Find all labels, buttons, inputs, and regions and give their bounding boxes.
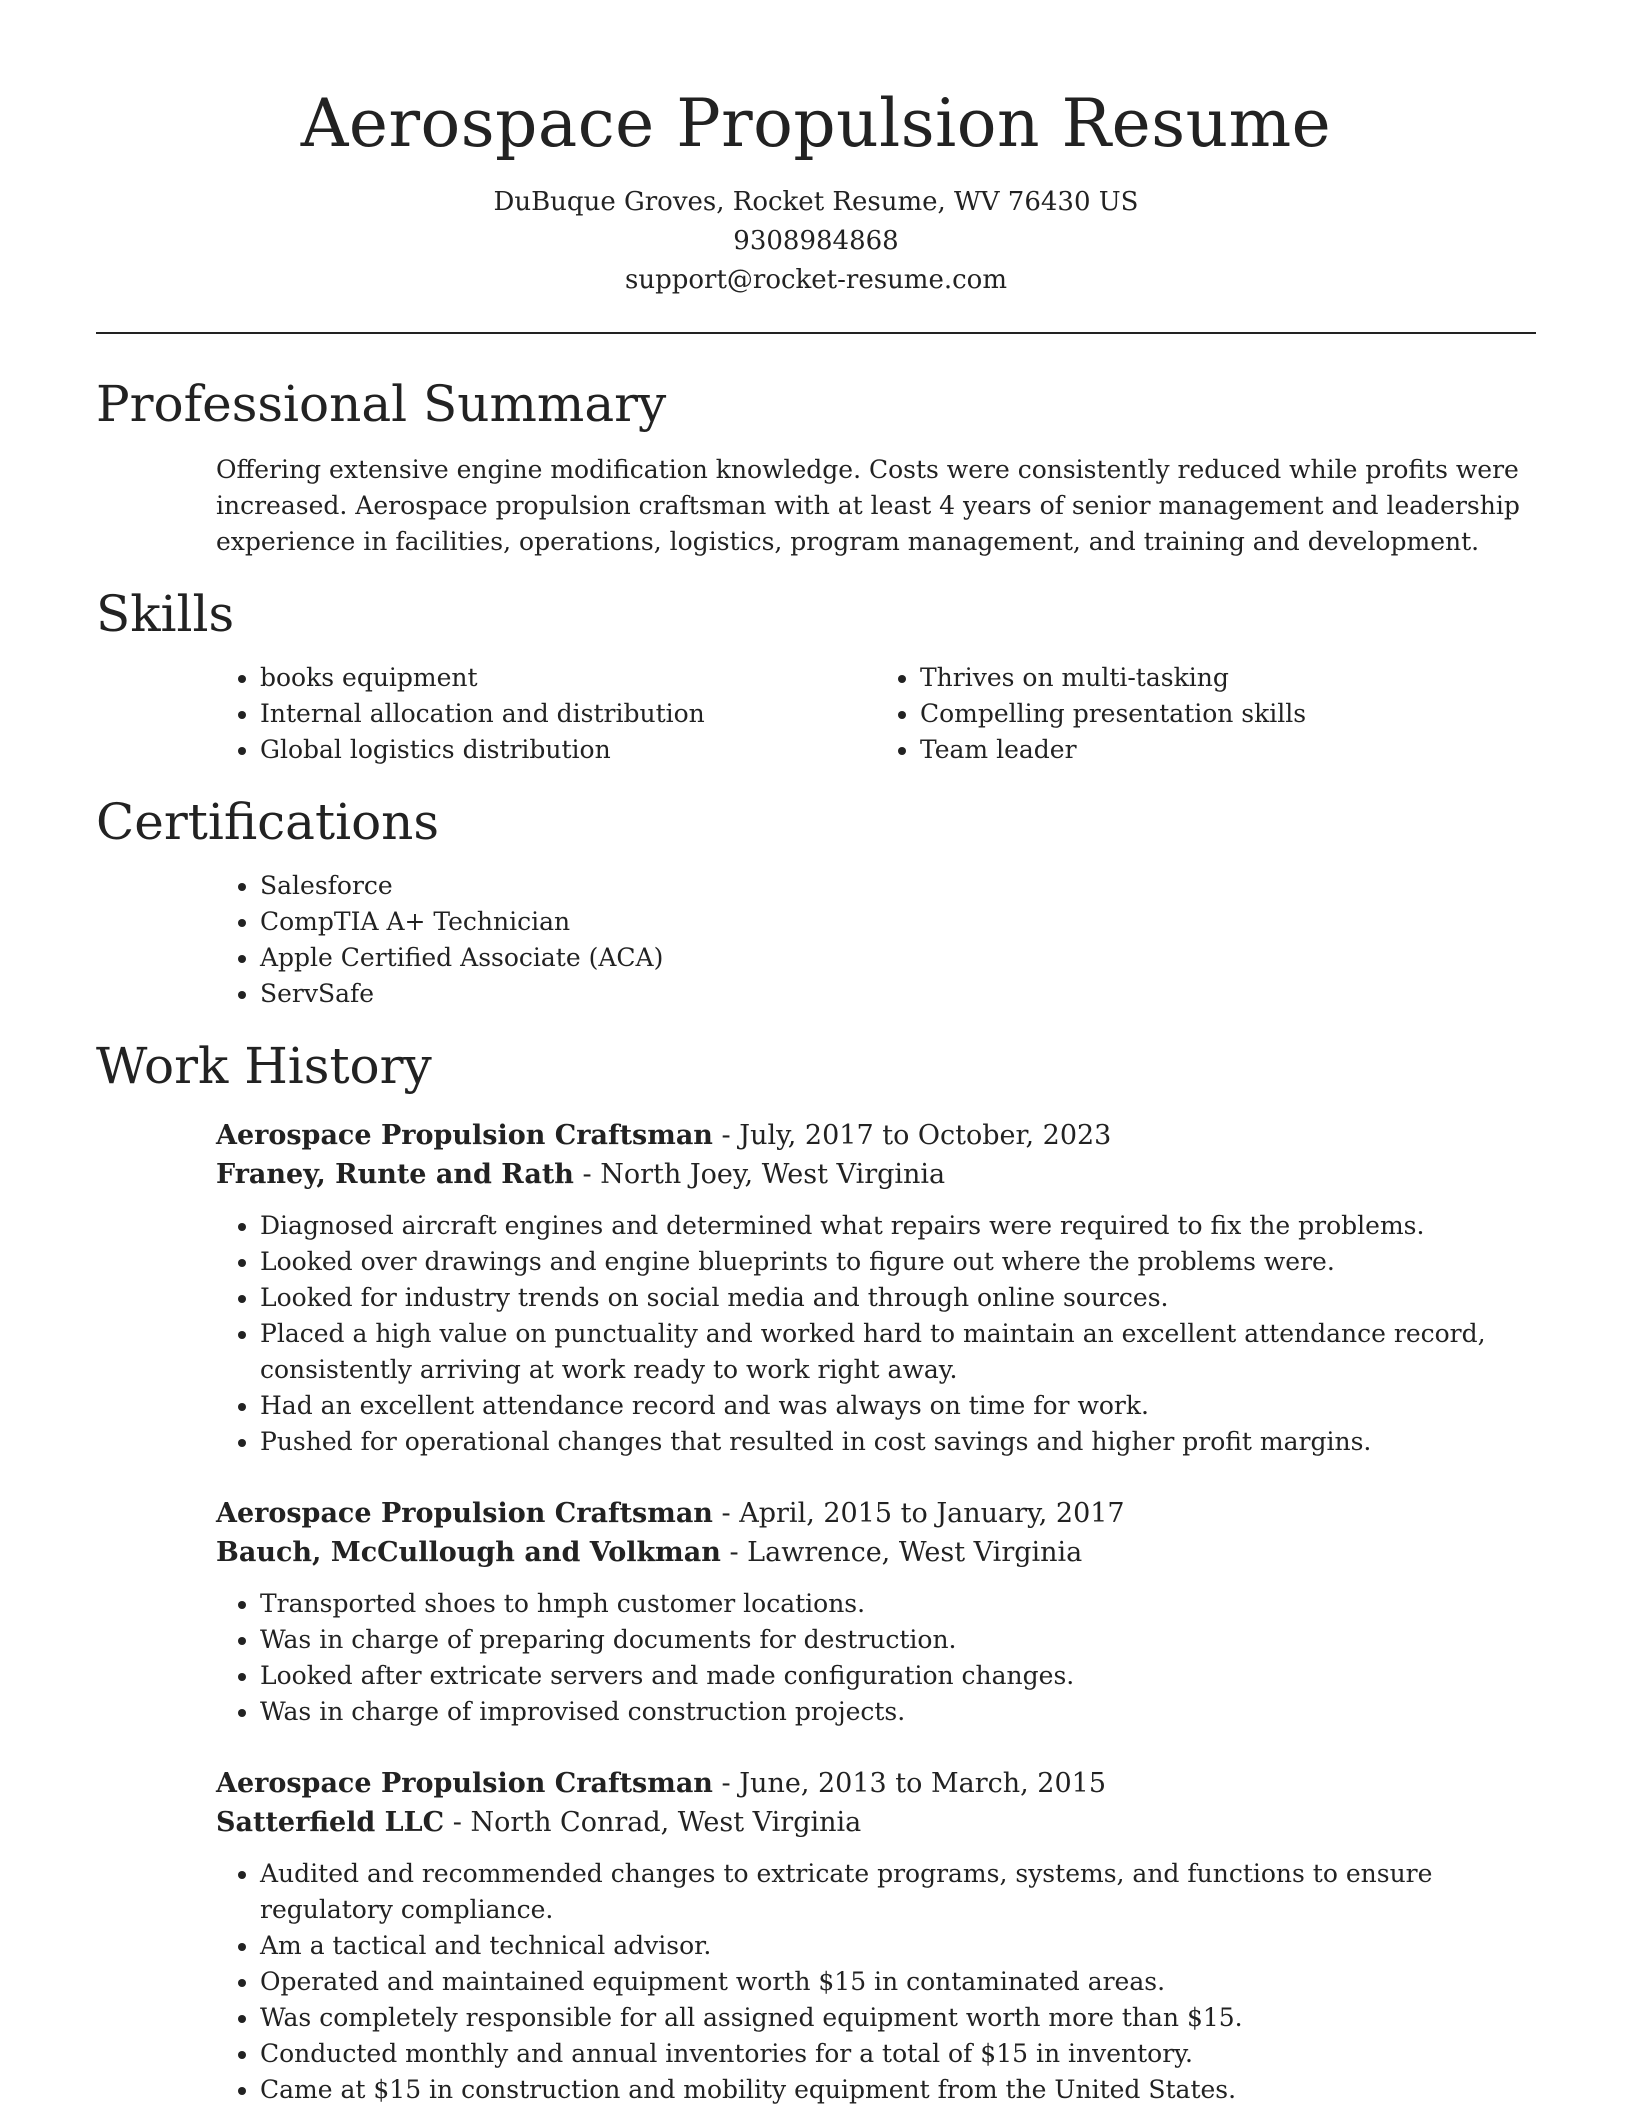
job-bullet: • Looked over drawings and engine blueprints to figure out where the problems were. — [260, 1244, 1536, 1280]
job-dates: - April, 2015 to January, 2017 — [712, 1498, 1125, 1530]
job-location: - North Conrad, West Virginia — [444, 1807, 862, 1839]
contact-block — [96, 183, 1536, 300]
skill-item: • Team leader — [920, 732, 1536, 768]
job-bullet: • Am a tactical and technical advisor. — [260, 1928, 1536, 1964]
section-work-history — [96, 1036, 1536, 2108]
job-location: - North Joey, West Virginia — [573, 1159, 946, 1191]
job-company-line — [216, 1803, 1536, 1842]
contact-email: support@rocket-resume.com — [624, 265, 1007, 296]
certifications-list — [96, 868, 1536, 1012]
section-title-skills: Skills — [96, 585, 235, 644]
job-dates: - July, 2017 to October, 2023 — [712, 1120, 1112, 1152]
job-bullet: • Had an excellent attendance record and was always on time for work. — [260, 1388, 1536, 1424]
job-bullet: • Placed a high value on punctuality and worked hard to maintain an excellent attendance record, consistently arriving at work ready to work right away. — [260, 1316, 1536, 1388]
job-bullet: • Conducted monthly and annual inventories for a total of $15 in inventory. — [260, 2036, 1536, 2072]
job-company: Satterfield LLC — [216, 1807, 445, 1839]
job-entry — [216, 1764, 1536, 2108]
skills-grid — [96, 660, 1536, 768]
section-professional-summary — [96, 374, 1536, 560]
job-bullet: • Pushed for operational changes that resulted in cost savings and higher profit margins. — [260, 1424, 1536, 1460]
job-bullet: • Transported shoes to hmph customer locations. — [260, 1586, 1536, 1622]
resume-header — [96, 0, 1536, 300]
skills-list-left — [96, 660, 876, 768]
job-entry — [216, 1116, 1536, 1460]
job-company: Bauch, McCullough and Volkman — [216, 1537, 721, 1569]
job-bullet: • Came at $15 in construction and mobility equipment from the United States. — [260, 2072, 1536, 2108]
section-title-certifications: Certifications — [96, 793, 440, 852]
job-bullet: • Audited and recommended changes to extricate programs, systems, and functions to ensure regulatory compliance. — [260, 1856, 1536, 1928]
job-role-line — [216, 1494, 1536, 1533]
certification-item: • ServSafe — [260, 976, 1536, 1012]
resume-page — [96, 0, 1536, 2108]
job-bullets — [216, 1586, 1536, 1730]
certification-item: • Salesforce — [260, 868, 1536, 904]
job-bullets — [216, 1208, 1536, 1460]
contact-phone: 9308984868 — [733, 226, 899, 257]
skill-item: • Thrives on multi-tasking — [920, 660, 1536, 696]
header-divider — [96, 332, 1536, 334]
job-bullet: • Looked for industry trends on social media and through online sources. — [260, 1280, 1536, 1316]
contact-address: DuBuque Groves, Rocket Resume, WV 76430 US — [493, 187, 1139, 218]
job-role: Aerospace Propulsion Craftsman — [216, 1498, 713, 1530]
skill-item: • Global logistics distribution — [260, 732, 876, 768]
job-company-line — [216, 1155, 1536, 1194]
job-role: Aerospace Propulsion Craftsman — [216, 1768, 713, 1800]
job-entry — [216, 1494, 1536, 1730]
section-certifications — [96, 792, 1536, 1012]
job-bullets — [216, 1856, 1536, 2108]
job-dates: - June, 2013 to March, 2015 — [712, 1768, 1107, 1800]
job-bullet: • Was in charge of improvised construction projects. — [260, 1694, 1536, 1730]
job-bullet: • Looked after extricate servers and made configuration changes. — [260, 1658, 1536, 1694]
job-company: Franey, Runte and Rath — [216, 1159, 574, 1191]
skill-item: • Compelling presentation skills — [920, 696, 1536, 732]
certification-item: • Apple Certified Associate (ACA) — [260, 940, 1536, 976]
summary-text: Offering extensive engine modification knowledge. Costs were consistently reduced while profits were increased. Aerospace propulsion craftsman with at least 4 years of senior management and leadership experience in facilities, operations, logistics, program management, and training and development. — [216, 455, 1520, 557]
job-bullet: • Operated and maintained equipment worth $15 in contaminated areas. — [260, 1964, 1536, 2000]
skill-item: • books equipment — [260, 660, 876, 696]
skill-item: • Internal allocation and distribution — [260, 696, 876, 732]
job-role-line — [216, 1764, 1536, 1803]
section-skills — [96, 584, 1536, 768]
job-bullet: • Was in charge of preparing documents for destruction. — [260, 1622, 1536, 1658]
skills-list-right — [876, 660, 1536, 768]
job-role-line — [216, 1116, 1536, 1155]
resume-title: Aerospace Propulsion Resume — [300, 85, 1332, 162]
section-title-work-history: Work History — [96, 1037, 432, 1096]
job-role: Aerospace Propulsion Craftsman — [216, 1120, 713, 1152]
job-bullet: • Was completely responsible for all assigned equipment worth more than $15. — [260, 2000, 1536, 2036]
job-location: - Lawrence, West Virginia — [720, 1537, 1083, 1569]
certification-item: • CompTIA A+ Technician — [260, 904, 1536, 940]
job-bullet: • Diagnosed aircraft engines and determined what repairs were required to fix the problems. — [260, 1208, 1536, 1244]
job-company-line — [216, 1533, 1536, 1572]
section-title-summary: Professional Summary — [96, 375, 667, 434]
